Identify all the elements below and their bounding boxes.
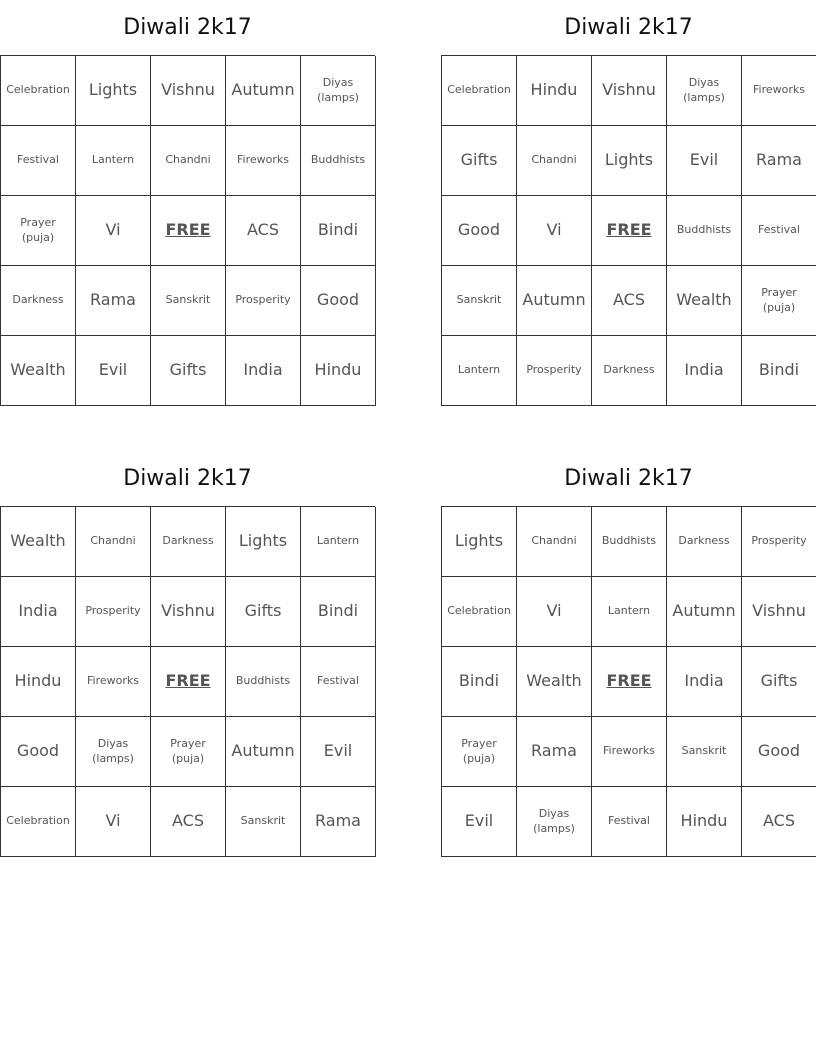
bingo-cell: Bindi	[301, 577, 376, 647]
bingo-cell: Buddhists	[592, 507, 667, 577]
bingo-cell: Celebration	[442, 56, 517, 126]
bingo-cell: Lantern	[442, 336, 517, 406]
bingo-cell: Festival	[742, 196, 816, 266]
bingo-cell: Prosperity	[742, 507, 816, 577]
bingo-cell: Evil	[667, 126, 742, 196]
bingo-cell: Evil	[76, 336, 151, 406]
bingo-cell: Wealth	[517, 647, 592, 717]
bingo-cell: Gifts	[742, 647, 816, 717]
bingo-cell: Vishnu	[151, 577, 226, 647]
bingo-cell: Lights	[226, 507, 301, 577]
bingo-cell: Lights	[592, 126, 667, 196]
bingo-cell: Bindi	[742, 336, 816, 406]
bingo-cell: Rama	[517, 717, 592, 787]
bingo-cell: Diyas (lamps)	[76, 717, 151, 787]
bingo-cell: Celebration	[442, 577, 517, 647]
bingo-cell: Prosperity	[76, 577, 151, 647]
bingo-cell: Gifts	[226, 577, 301, 647]
bingo-cell: ACS	[151, 787, 226, 857]
card-title: Diwali 2k17	[123, 15, 252, 40]
bingo-cell: Autumn	[517, 266, 592, 336]
bingo-cell: Good	[301, 266, 376, 336]
bingo-cell: Sanskrit	[667, 717, 742, 787]
bingo-cell: Evil	[442, 787, 517, 857]
bingo-cell: India	[667, 336, 742, 406]
bingo-cell: Fireworks	[76, 647, 151, 717]
bingo-cell: Festival	[1, 126, 76, 196]
bingo-cell: ACS	[226, 196, 301, 266]
bingo-cell: Hindu	[667, 787, 742, 857]
bingo-cell: Celebration	[1, 56, 76, 126]
bingo-cell: Prayer (puja)	[742, 266, 816, 336]
bingo-cell: Vi	[76, 196, 151, 266]
free-space-cell: FREE	[151, 196, 226, 266]
bingo-cell: Fireworks	[226, 126, 301, 196]
bingo-cell: Gifts	[151, 336, 226, 406]
bingo-cell: Prayer (puja)	[151, 717, 226, 787]
bingo-cell: Vi	[517, 577, 592, 647]
bingo-cell: Evil	[301, 717, 376, 787]
bingo-cell: Vishnu	[592, 56, 667, 126]
bingo-cell: Lights	[76, 56, 151, 126]
bingo-cell: Buddhists	[667, 196, 742, 266]
bingo-cell: Buddhists	[226, 647, 301, 717]
bingo-cell: Vishnu	[742, 577, 816, 647]
card-title: Diwali 2k17	[564, 466, 693, 491]
bingo-cell: Rama	[76, 266, 151, 336]
bingo-cell: Sanskrit	[442, 266, 517, 336]
bingo-card-4	[441, 451, 816, 857]
bingo-cell: Autumn	[226, 717, 301, 787]
bingo-cell: Diyas (lamps)	[667, 56, 742, 126]
bingo-cell: Prayer (puja)	[442, 717, 517, 787]
bingo-cell: Lantern	[592, 577, 667, 647]
bingo-cell: Lantern	[301, 507, 376, 577]
bingo-cell: Prayer (puja)	[1, 196, 76, 266]
bingo-cell: Lights	[442, 507, 517, 577]
bingo-cell: Lantern	[76, 126, 151, 196]
bingo-cell: India	[667, 647, 742, 717]
bingo-cell: Chandni	[517, 126, 592, 196]
bingo-cell: Good	[442, 196, 517, 266]
bingo-cell: Sanskrit	[226, 787, 301, 857]
bingo-cell: Autumn	[226, 56, 301, 126]
free-space-cell: FREE	[592, 647, 667, 717]
bingo-cell: Fireworks	[742, 56, 816, 126]
bingo-cell: Autumn	[667, 577, 742, 647]
bingo-cell: Darkness	[667, 507, 742, 577]
bingo-cell: Chandni	[151, 126, 226, 196]
free-space-cell: FREE	[592, 196, 667, 266]
bingo-cell: Buddhists	[301, 126, 376, 196]
bingo-cell: Gifts	[442, 126, 517, 196]
bingo-cell: Wealth	[1, 336, 76, 406]
bingo-cell: ACS	[592, 266, 667, 336]
bingo-cell: Vi	[76, 787, 151, 857]
bingo-cell: India	[226, 336, 301, 406]
bingo-grid	[441, 55, 816, 406]
bingo-card-1	[0, 0, 375, 406]
bingo-cell: Celebration	[1, 787, 76, 857]
bingo-grid	[0, 55, 375, 406]
bingo-cell: Bindi	[301, 196, 376, 266]
card-title: Diwali 2k17	[123, 466, 252, 491]
bingo-cell: ACS	[742, 787, 816, 857]
bingo-cell: Fireworks	[592, 717, 667, 787]
free-space-cell: FREE	[151, 647, 226, 717]
bingo-cell: Chandni	[517, 507, 592, 577]
card-title: Diwali 2k17	[564, 15, 693, 40]
bingo-cell: Darkness	[151, 507, 226, 577]
bingo-cell: Good	[1, 717, 76, 787]
bingo-cell: Festival	[301, 647, 376, 717]
bingo-cell: Sanskrit	[151, 266, 226, 336]
bingo-cell: Festival	[592, 787, 667, 857]
bingo-cell: Diyas (lamps)	[517, 787, 592, 857]
bingo-cell: Prosperity	[517, 336, 592, 406]
bingo-grid	[0, 506, 375, 857]
bingo-cell: Wealth	[1, 507, 76, 577]
bingo-card-2	[441, 0, 816, 406]
bingo-cell: Rama	[301, 787, 376, 857]
bingo-cell: Rama	[742, 126, 816, 196]
bingo-cell: Hindu	[517, 56, 592, 126]
bingo-cell: Vishnu	[151, 56, 226, 126]
bingo-cell: Diyas (lamps)	[301, 56, 376, 126]
bingo-cell: Hindu	[1, 647, 76, 717]
bingo-cell: Prosperity	[226, 266, 301, 336]
bingo-cell: India	[1, 577, 76, 647]
bingo-cell: Vi	[517, 196, 592, 266]
bingo-cell: Darkness	[592, 336, 667, 406]
bingo-card-3	[0, 451, 375, 857]
bingo-cell: Good	[742, 717, 816, 787]
bingo-cell: Chandni	[76, 507, 151, 577]
bingo-grid	[441, 506, 816, 857]
bingo-cell: Darkness	[1, 266, 76, 336]
bingo-cell: Wealth	[667, 266, 742, 336]
bingo-cell: Hindu	[301, 336, 376, 406]
bingo-cell: Bindi	[442, 647, 517, 717]
